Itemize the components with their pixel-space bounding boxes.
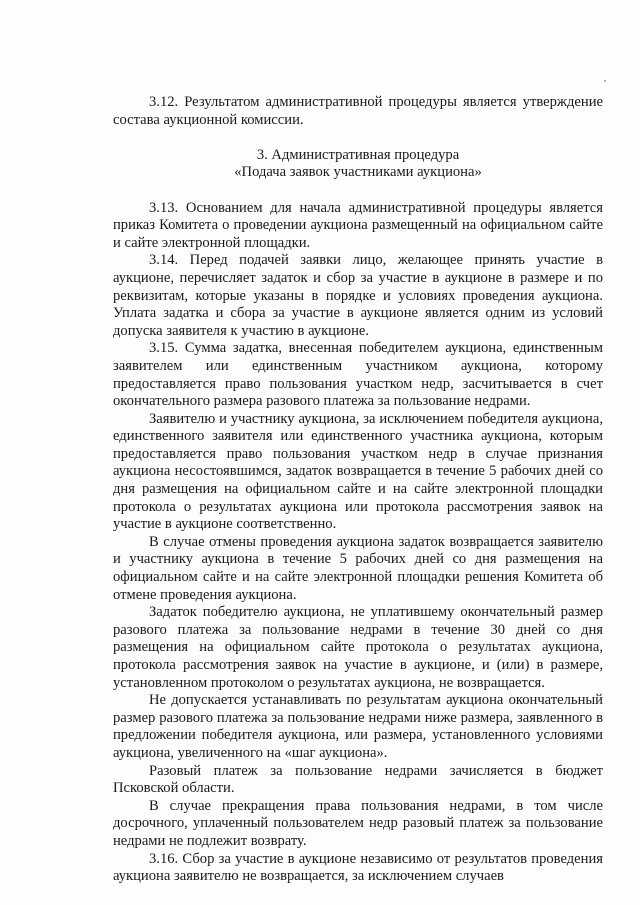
paragraph-3-16: 3.16. Сбор за участие в аукционе независимо от результатов проведения аукциона заявителю не возвращается, за исключением случаев [113,850,603,885]
paragraph-3-15: 3.15. Сумма задатка, внесенная победителем аукциона, единственным заявителем или единственным участником аукциона, которому предоставляется право пользования участком недр, засчитывается в счет окончательного размера разового платежа за пользование недрами. [113,340,603,410]
paragraph-deposit-return: Заявителю и участнику аукциона, за исключением победителя аукциона, единственного заявителя или единственного участника аукциона, которым предоставляется право пользования участком недр в случае признания аукциона несостоявшимся, задаток возвращается в течение 5 рабочих дней со дня размещения на официальном сайте и на сайте электронной площадки протокола о результатах аукциона или протокола рассмотрения заявок на участие в аукционе соответственно. [113,410,603,533]
paragraph-winner-deposit: Задаток победителю аукциона, не уплатившему окончательный размер разового платежа за пользование недрами в течение 30 дней со дня размещения на официальном сайте протокола о результатах аукциона, протокола рассмотрения заявок на участие в аукционе, и (или) в размере, установленном протоколом о результатах аукциона, не возвращается. [113,604,603,691]
paragraph-termination: В случае прекращения права пользования недрами, в том числе досрочного, уплаченный пользователем недр разовый платеж за пользование недрами не подлежит возврату. [113,797,603,849]
paragraph-budget: Разовый платеж за пользование недрами зачисляется в бюджет Псковской области. [113,762,603,797]
paragraph-payment-minimum: Не допускается устанавливать по результатам аукциона окончательный размер разового платежа за пользование недрами ниже размера, заявленного в предложении победителя аукциона, или размера, установленного условиями аукциона, увеличенного на «шаг аукциона». [113,692,603,761]
section-heading-subtitle: «Подача заявок участниками аукциона» [234,164,482,181]
document-body [113,94,603,886]
section-heading-title: 3. Административная процедура [256,146,460,163]
paragraph-3-12: 3.12. Результатом административной процедуры является утверждение состава аукционной комиссии. [113,94,603,128]
paragraph-auction-cancel: В случае отмены проведения аукциона задаток возвращается заявителю и участнику аукциона в течение 5 рабочих дней со дня размещения на официальном сайте и на сайте электронной площадки решения Комитета об отмене проведения аукциона. [113,533,603,603]
paragraph-3-13: 3.13. Основанием для начала административной процедуры является приказ Комитета о проведении аукциона размещенный на официальном сайте и сайте электронной площадки. [113,199,603,251]
paragraph-3-14: 3.14. Перед подачей заявки лицо, желающее принять участие в аукционе, перечисляет задаток и сбор за участие в аукционе в размере и по реквизитам, которые указаны в порядке и условиях проведения аукциона. Уплата задатка и сбора за участие в аукционе является одним из условий допуска заявителя к участию в аукционе. [113,252,603,339]
scan-speck [604,80,606,82]
section-heading [113,147,603,182]
